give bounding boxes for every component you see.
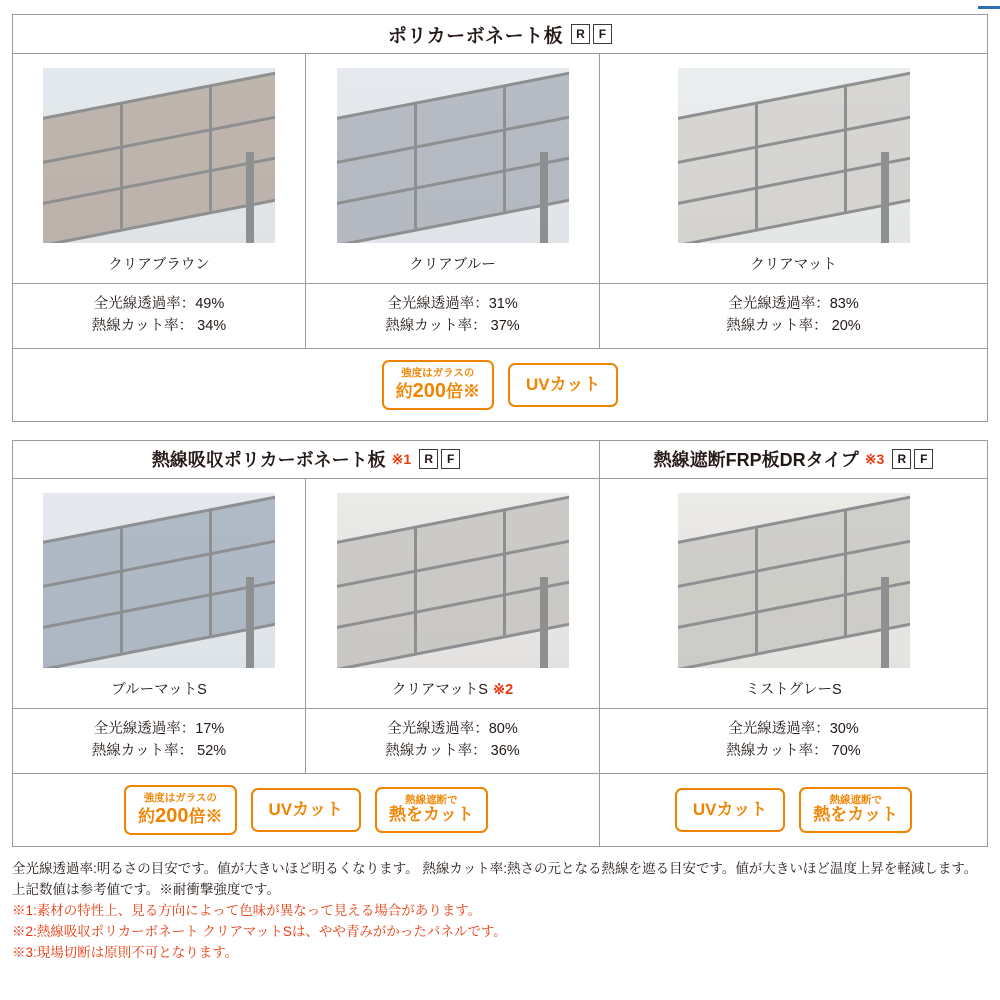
- section1-photo-row: [13, 54, 987, 283]
- badge-strength-small: 強度はガラスの: [143, 792, 217, 805]
- corner-mark: [978, 6, 1000, 9]
- product-cell-clear-matte: [600, 54, 987, 283]
- badge-uv-cut: [675, 788, 785, 833]
- spec-transmittance: 全光線透過率：80%: [387, 720, 518, 737]
- rf-mark-r: R: [892, 449, 911, 469]
- badge-strength-big: 約200倍※: [395, 379, 480, 402]
- product-name: クリアマットS: [391, 681, 488, 698]
- section2-right-ref: ※3: [864, 450, 885, 467]
- section2-right-header: [600, 441, 987, 479]
- spec-heat-cut: 熱線カット率： 36%: [385, 743, 520, 760]
- rf-mark-f: F: [441, 449, 460, 469]
- spec-clear-matte-s: [306, 709, 600, 773]
- product-name: クリアブルー: [409, 257, 496, 273]
- spec-blue-matte-s: [13, 709, 306, 773]
- spec-transmittance: 全光線透過率：17%: [93, 720, 225, 737]
- footnote-line-3: ※1:素材の特性上、見る方向によって色味が異なって見える場合があります。: [12, 902, 482, 918]
- product-cell-clear-matte-s: [306, 479, 600, 708]
- section2-photo-row: [13, 479, 987, 708]
- badge-group: [13, 349, 987, 421]
- badge-uv-cut-label: UVカット: [268, 799, 343, 819]
- footnote-line-2: 上記数値は参考値です。※耐衝撃強度です。: [12, 881, 280, 897]
- spec-clear-blue: [306, 284, 600, 348]
- spec-heat-cut: 熱線カット率： 70%: [726, 743, 861, 760]
- product-name: クリアブラウン: [108, 257, 210, 273]
- spec-transmittance: 全光線透過率：83%: [728, 296, 859, 312]
- product-caption: [750, 249, 836, 283]
- product-photo-clear-brown: [43, 68, 275, 243]
- badge-heat-cut-small: 熱線遮断で: [829, 793, 882, 806]
- photo-wrap: [43, 479, 275, 674]
- spec-clear-brown: [13, 284, 306, 348]
- spec-heat-cut: 熱線カット率： 52%: [91, 743, 227, 760]
- badge-strength-big: 約200倍※: [138, 804, 223, 827]
- spec-clear-matte: [600, 284, 987, 348]
- product-caption: [108, 249, 210, 283]
- badge-heat-cut-big: 熱をカット: [388, 805, 474, 825]
- section-polycarbonate: [12, 14, 988, 422]
- badge-group-right: [600, 774, 987, 846]
- footnote-line-4: ※2:熱線吸収ポリカーボネート クリアマットSは、やや青みがかったパネルです。: [12, 923, 507, 939]
- product-name: ミストグレーS: [745, 681, 842, 698]
- section2-right-title: 熱線遮断FRP板DRタイプ: [653, 450, 859, 471]
- section2-header: [13, 441, 987, 479]
- badge-strength-200x: [382, 360, 494, 410]
- badge-strength-200x: [124, 785, 236, 835]
- photo-wrap: [337, 54, 569, 249]
- footnote-line-1: 全光線透過率:明るさの目安です。値が大きいほど明るくなります。 熱線カット率:熱さの元となる熱線を遮る目安です。値が大きいほど温度上昇を軽減します。: [12, 860, 978, 876]
- footnotes: [12, 859, 988, 964]
- spec-heat-cut: 熱線カット率： 20%: [726, 318, 861, 335]
- product-name: ブルーマットS: [111, 681, 207, 698]
- section1-header: [13, 15, 987, 54]
- product-name-ref: ※2: [492, 681, 514, 698]
- rf-mark-r: R: [419, 449, 438, 469]
- photo-wrap: [678, 479, 910, 674]
- spec-transmittance: 全光線透過率：31%: [387, 296, 518, 312]
- badge-strength-small: 強度はガラスの: [401, 367, 475, 380]
- badge-uv-cut: [251, 788, 361, 833]
- product-photo-blue-matte-s: [43, 493, 275, 668]
- footnote-line-5: ※3:現場切断は原則不可となります。: [12, 944, 239, 960]
- section1-spec-row: [13, 283, 987, 348]
- spec-heat-cut: 熱線カット率： 34%: [91, 318, 227, 335]
- badge-heat-cut-big: 熱をカット: [813, 805, 899, 825]
- rf-mark-f: F: [593, 24, 612, 44]
- badge-uv-cut-label: UVカット: [525, 374, 601, 394]
- product-caption: [409, 249, 495, 283]
- section-heat-absorbing: [12, 440, 988, 847]
- product-cell-blue-matte-s: [13, 479, 306, 708]
- product-photo-clear-matte: [678, 68, 910, 243]
- rf-marks-right: [892, 449, 933, 469]
- rf-marks-left: [419, 449, 460, 469]
- badge-heat-cut-small: 熱線遮断で: [405, 793, 458, 806]
- spec-transmittance: 全光線透過率：49%: [93, 296, 225, 312]
- section2-badge-row: [13, 773, 987, 846]
- badge-heat-cut: [799, 787, 912, 833]
- product-caption: [745, 674, 841, 708]
- product-caption: [392, 674, 513, 708]
- section2-spec-row: [13, 708, 987, 773]
- section2-left-title: 熱線吸収ポリカーボネート板: [151, 450, 386, 471]
- spec-transmittance: 全光線透過率：30%: [728, 720, 859, 737]
- spec-heat-cut: 熱線カット率： 37%: [385, 318, 520, 335]
- product-photo-mist-gray-s: [678, 493, 910, 668]
- section1-badge-row: [13, 348, 987, 421]
- product-caption: [111, 674, 207, 708]
- rf-mark-r: R: [571, 24, 590, 44]
- section1-title: ポリカーボネート板: [387, 25, 564, 47]
- spec-mist-gray-s: [600, 709, 987, 773]
- product-cell-clear-brown: [13, 54, 306, 283]
- product-cell-clear-blue: [306, 54, 600, 283]
- badge-uv-cut: [508, 363, 618, 408]
- badge-group-left: [13, 774, 600, 846]
- rf-marks: [571, 24, 612, 44]
- product-name: クリアマット: [750, 257, 837, 273]
- photo-wrap: [43, 54, 275, 249]
- photo-wrap: [678, 54, 910, 249]
- section2-left-ref: ※1: [391, 450, 412, 467]
- rf-mark-f: F: [914, 449, 933, 469]
- product-photo-clear-matte-s: [337, 493, 569, 668]
- product-photo-clear-blue: [337, 68, 569, 243]
- badge-heat-cut: [375, 787, 488, 833]
- section2-left-header: [13, 441, 600, 479]
- photo-wrap: [337, 479, 569, 674]
- product-cell-mist-gray-s: [600, 479, 987, 708]
- badge-uv-cut-label: UVカット: [692, 799, 768, 819]
